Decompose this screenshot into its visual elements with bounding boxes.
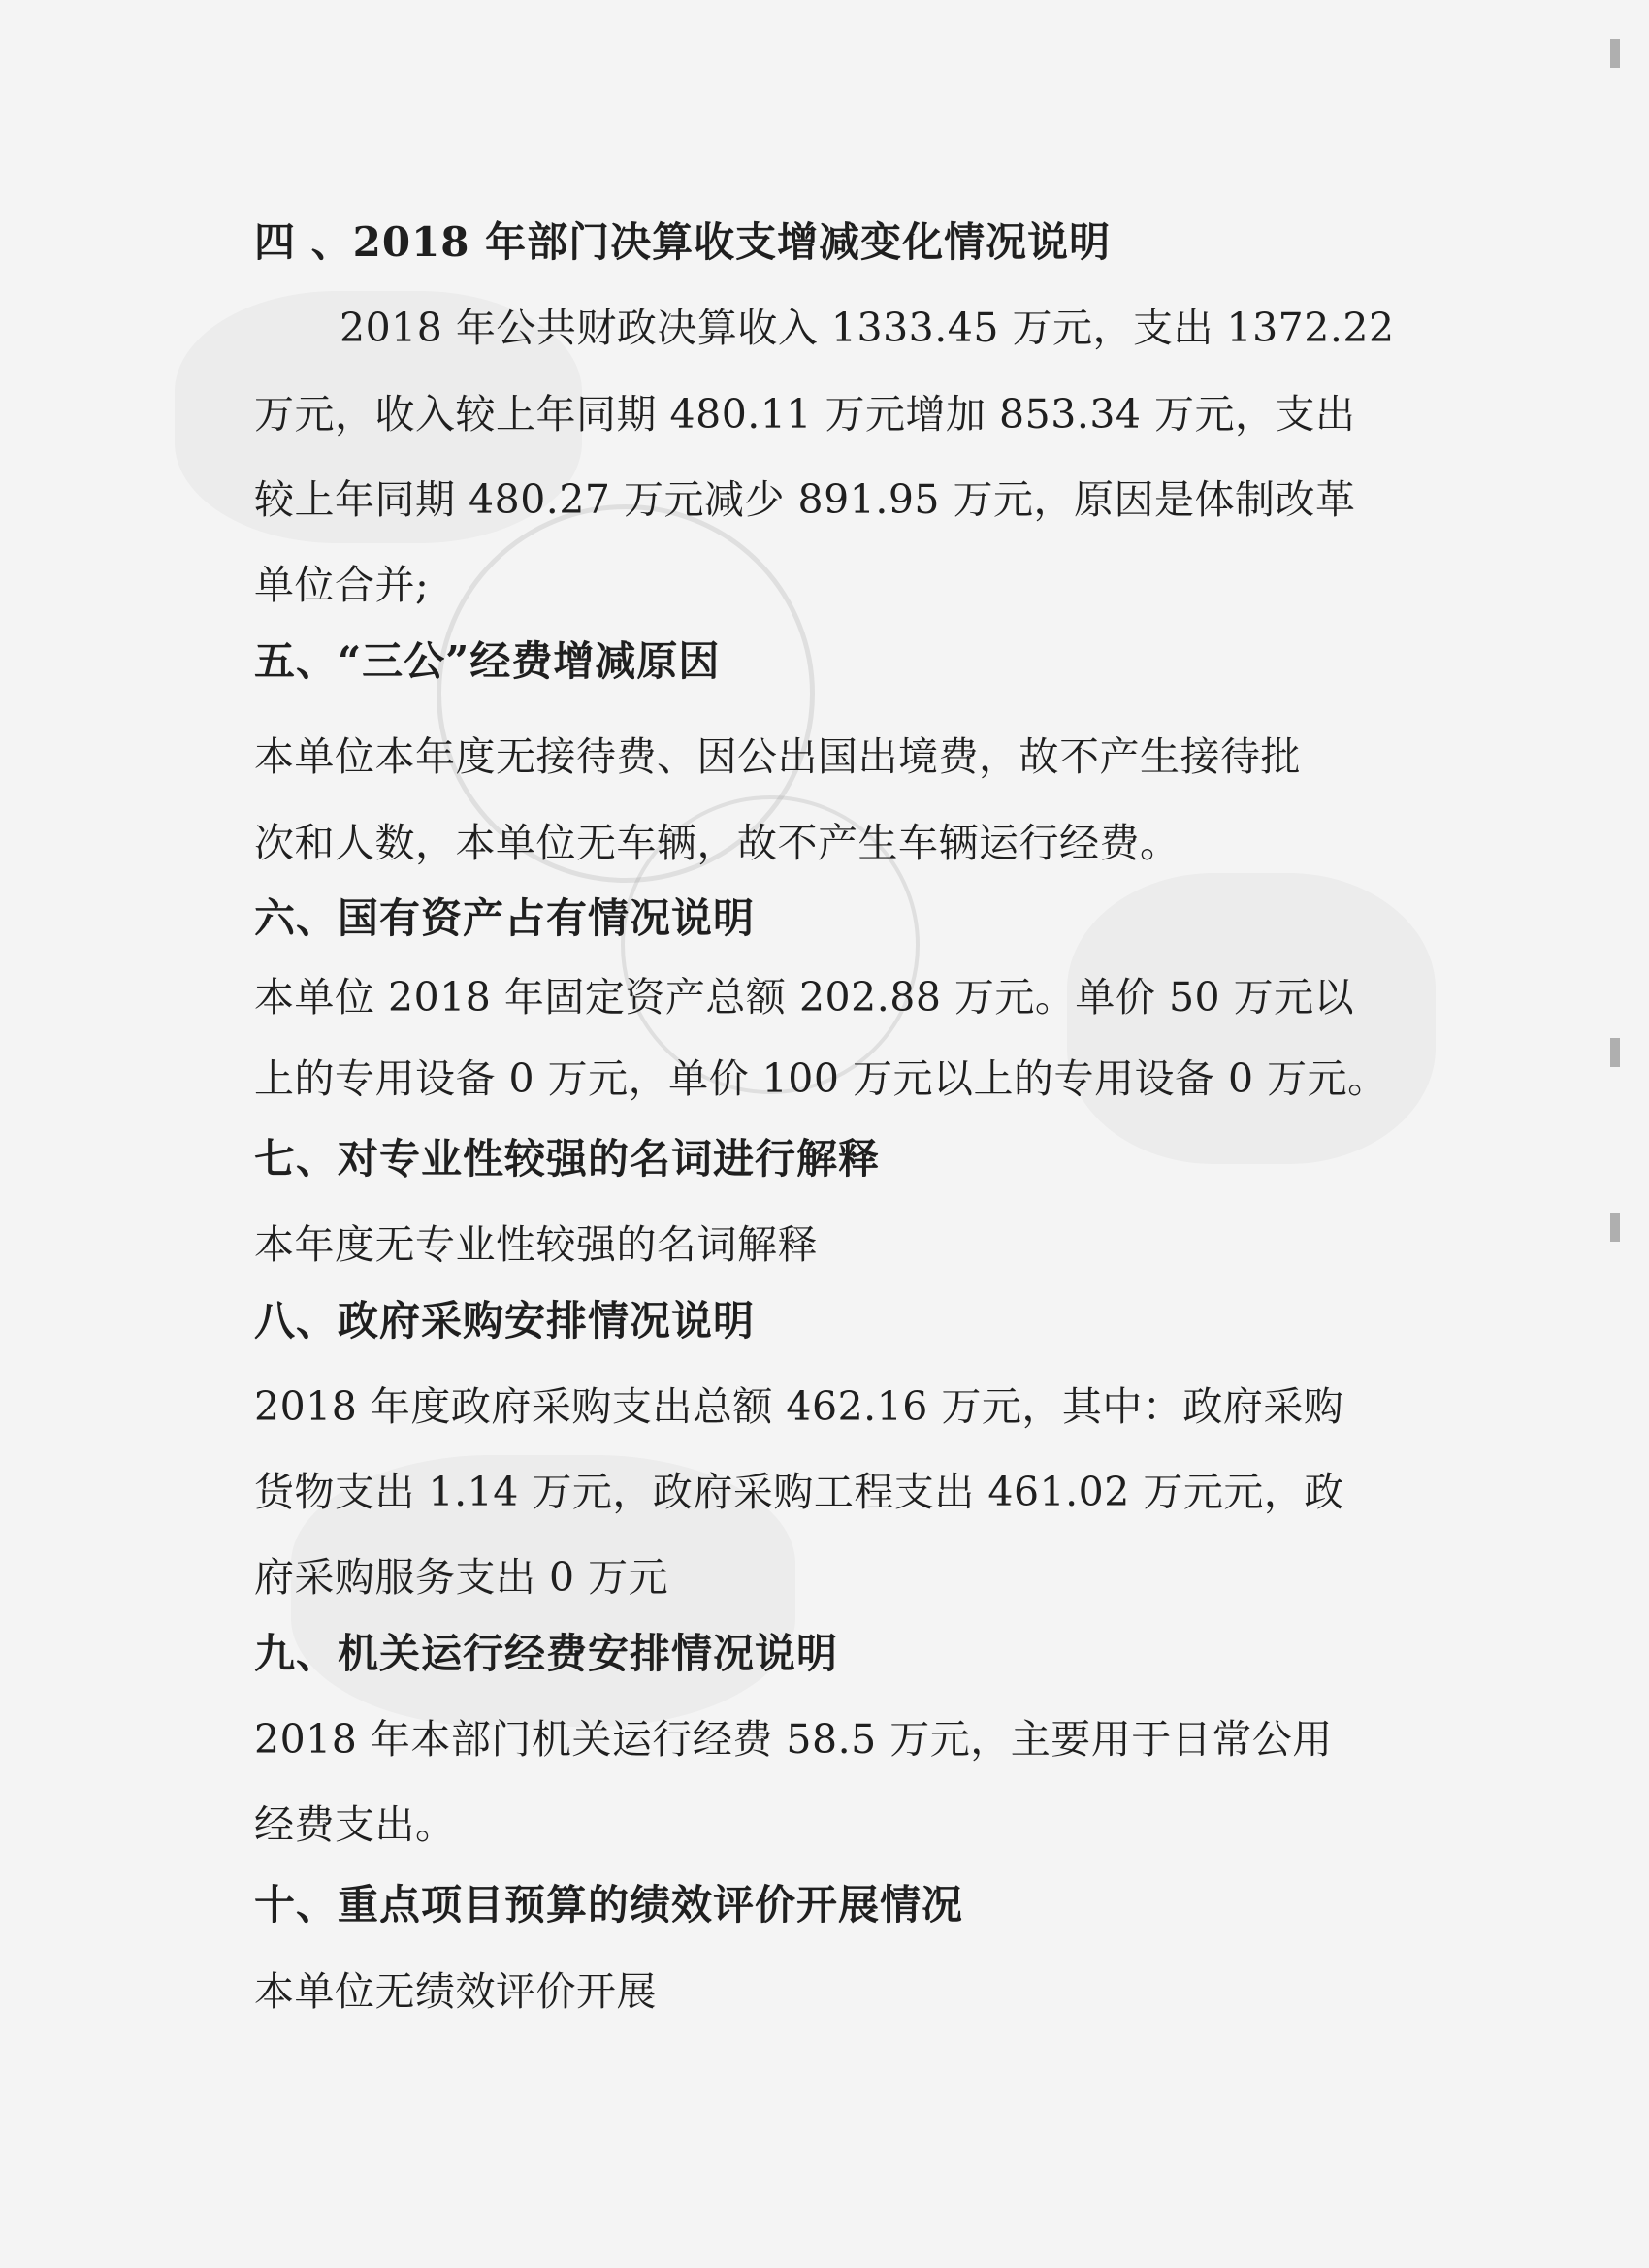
paragraph-line: 2018 年公共财政决算收入 1333.45 万元，支出 1372.22 <box>340 305 1395 351</box>
paragraph-line: 2018 年本部门机关运行经费 58.5 万元，主要用于日常公用 <box>254 1716 1333 1763</box>
paragraph-line: 本单位无绩效评价开展 <box>254 1968 657 2015</box>
paragraph-line: 次和人数，本单位无车辆，故不产生车辆运行经费。 <box>254 820 1180 866</box>
paragraph-line: 本单位本年度无接待费、因公出国出境费，故不产生接待批 <box>254 733 1301 780</box>
paragraph-line: 经费支出。 <box>254 1801 456 1848</box>
paragraph-line: 本单位 2018 年固定资产总额 202.88 万元。单价 50 万元以 <box>254 974 1355 1021</box>
section-heading: 九、机关运行经费安排情况说明 <box>254 1630 839 1677</box>
paragraph-line: 上的专用设备 0 万元，单价 100 万元以上的专用设备 0 万元。 <box>254 1055 1388 1102</box>
section-heading: 七、对专业性较强的名词进行解释 <box>254 1135 881 1183</box>
section-heading: 八、政府采购安排情况说明 <box>254 1297 756 1345</box>
section-heading: 六、国有资产占有情况说明 <box>254 894 756 942</box>
scan-edge-mark <box>1610 1213 1620 1242</box>
paragraph-line: 单位合并; <box>254 562 430 608</box>
paragraph-line: 2018 年度政府采购支出总额 462.16 万元，其中：政府采购 <box>254 1383 1344 1430</box>
section-heading: 十、重点项目预算的绩效评价开展情况 <box>254 1881 964 1928</box>
paragraph-line: 本年度无专业性较强的名词解释 <box>254 1221 818 1268</box>
section-heading: 四 、2018 年部门决算收支增减变化情况说明 <box>254 218 1112 266</box>
scan-edge-mark <box>1610 39 1620 68</box>
scan-edge-mark <box>1610 1038 1620 1067</box>
paragraph-line: 万元，收入较上年同期 480.11 万元增加 853.34 万元，支出 <box>254 391 1356 437</box>
section-heading: 五、“三公”经费增减原因 <box>254 637 721 685</box>
paragraph-line: 较上年同期 480.27 万元减少 891.95 万元，原因是体制改革 <box>254 476 1356 523</box>
paragraph-line: 货物支出 1.14 万元，政府采购工程支出 461.02 万元元，政 <box>254 1469 1344 1515</box>
paragraph-line: 府采购服务支出 0 万元 <box>254 1554 669 1601</box>
